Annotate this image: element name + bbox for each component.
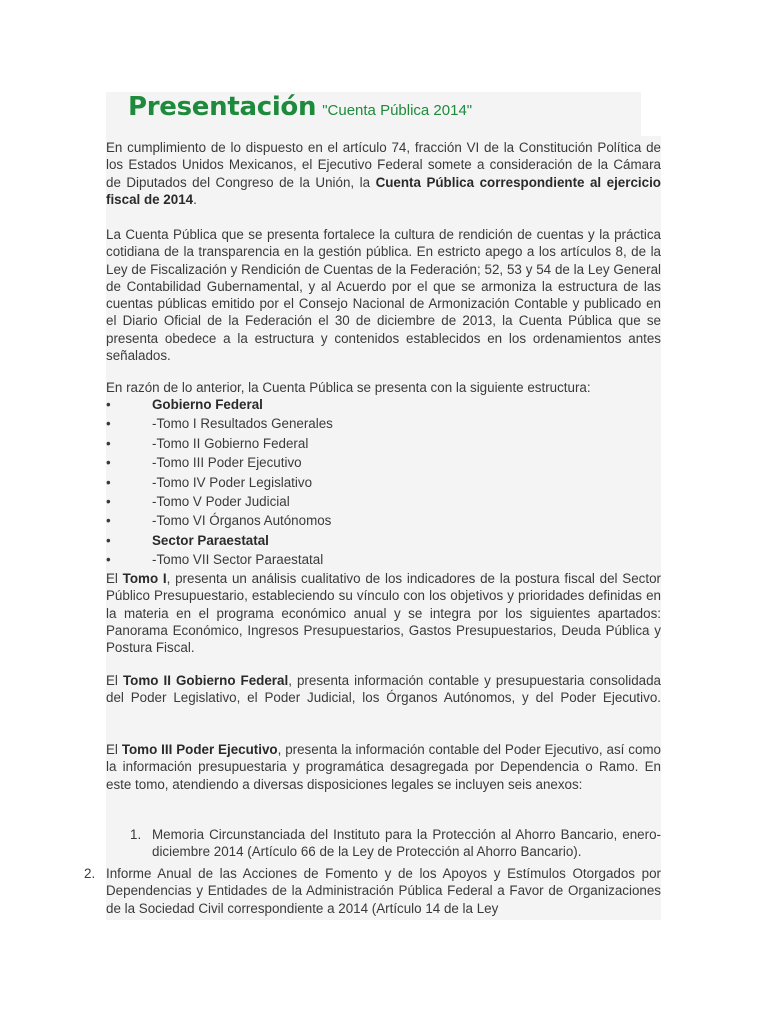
tomo-2-bold: Tomo II Gobierno Federal (122, 673, 289, 688)
page-title (128, 92, 472, 136)
list-item-label: -Tomo III Poder Ejecutivo (152, 455, 302, 471)
annex-text: Memoria Circunstanciada del Instituto para la Protección al Ahorro Bancario, enero-diciembre 2014 (Artículo 66 de la Ley de Protección al Ahorro Bancario). (152, 827, 661, 860)
tomo-3-bold: Tomo III Poder Ejecutivo (121, 742, 278, 757)
list-item-label: -Tomo I Resultados Generales (152, 416, 333, 432)
list-item-label: -Tomo II Gobierno Federal (152, 435, 309, 451)
list-item-label: -Tomo VI Órganos Autónomos (152, 513, 332, 529)
title-main: Presentación (128, 92, 317, 122)
list-item (106, 453, 666, 472)
annex-item-2 (84, 865, 661, 917)
annex-item-1 (130, 826, 661, 861)
bullet-icon: • (106, 435, 111, 451)
tomo-1-pre: El (106, 571, 123, 586)
bullet-icon: • (106, 416, 111, 432)
bullet-icon: • (106, 552, 111, 568)
intro-bold: Cuenta Pública correspondiente al ejercicio fiscal de 2014 (106, 174, 661, 207)
annex-number: 2. (84, 866, 96, 881)
bullet-icon: • (106, 532, 111, 548)
tomo-3-text: , presenta la información contable del Poder Ejecutivo, así como la información presupuestaria y programática desagregada por Dependencia o Ramo. En este tomo, atendiendo a diversas disposiciones legales se incluyen seis anexos: (106, 742, 661, 792)
list-item-label: -Tomo VII Sector Paraestatal (152, 552, 324, 568)
list-item (106, 492, 666, 511)
list-item (106, 414, 666, 433)
list-item-label: Gobierno Federal (152, 397, 263, 412)
tomo-2-pre: El (106, 673, 123, 688)
paragraph-2: La Cuenta Pública que se presenta fortalece la cultura de rendición de cuentas y la práctica cotidiana de la transparencia en la gestión pública. En estricto apego a los artículos 8, de la Ley de Fiscalización y Rendición de Cuentas de la Federación; 52, 53 y 54 de la Ley General de Contabilidad Gubernamental, y al Acuerdo por el que se armoniza la estructura de las cuentas públicas emitido por el Consejo Nacional de Armonización Contable y publicado en el Diario Oficial de la Federación el 30 de diciembre de 2013, la Cuenta Pública que se presenta obedece a la estructura y contenidos establecidos en los ordenamientos antes señalados. (106, 227, 661, 364)
list-item (106, 511, 666, 530)
bullet-icon: • (106, 474, 111, 490)
list-item (106, 473, 666, 492)
list-item (106, 531, 666, 550)
title-subtitle: "Cuenta Pública 2014" (322, 102, 473, 119)
bullet-icon: • (106, 455, 111, 471)
tomo-2-text: , presenta información contable y presupuestaria consolidada del Poder Legislativo, el Poder Judicial, los Órganos Autónomos, y del Poder Ejecutivo. (106, 673, 661, 706)
annex-text: Informe Anual de las Acciones de Fomento y de los Apoyos y Estímulos Otorgados por Dependencias y Entidades de la Administración Pública Federal a Favor de Organizaciones de la Sociedad Civil correspondiente a 2014 (Artículo 14 de la Ley (106, 866, 661, 916)
list-item (106, 434, 666, 453)
tomo-3-paragraph (106, 741, 661, 793)
annex-number: 1. (130, 827, 142, 842)
intro-paragraph (106, 139, 661, 208)
list-item-label: Sector Paraestatal (152, 532, 269, 548)
intro-lead: En cumplimiento de lo dispuesto en el artículo 74, fracción VI de la Constitución Política de los Estados Unidos Mexicanos, el Ejecutivo Federal somete a consideración de la Cámara de Diputados del Congreso de la Unión, la (106, 140, 661, 190)
bullet-icon: • (106, 397, 111, 412)
intro-end: . (193, 191, 197, 207)
tomo-2-paragraph (106, 672, 661, 707)
bullet-icon: • (106, 494, 111, 509)
list-item-label: -Tomo V Poder Judicial (152, 494, 290, 509)
list-item (106, 395, 666, 414)
tomo-1-paragraph (106, 570, 661, 656)
list-item-label: -Tomo IV Poder Legislativo (152, 474, 313, 490)
paragraph-3: En razón de lo anterior, la Cuenta Pública se presenta con la siguiente estructura: (106, 380, 591, 395)
tomo-3-pre: El (106, 742, 122, 757)
list-item (106, 550, 666, 569)
tomo-1-text: , presenta un análisis cualitativo de los indicadores de la postura fiscal del Sector Público Presupuestario, estableciendo su vínculo con los objetivos y prioridades definidas en la materia en el programa económico anual y se integra por los siguientes apartados: Panorama Económico, Ingresos Presupuestarios, Gastos Presupuestarios, Deuda Pública y Postura Fiscal. (106, 571, 661, 656)
bullet-icon: • (106, 513, 111, 529)
tomo-1-bold: Tomo I (122, 571, 167, 586)
